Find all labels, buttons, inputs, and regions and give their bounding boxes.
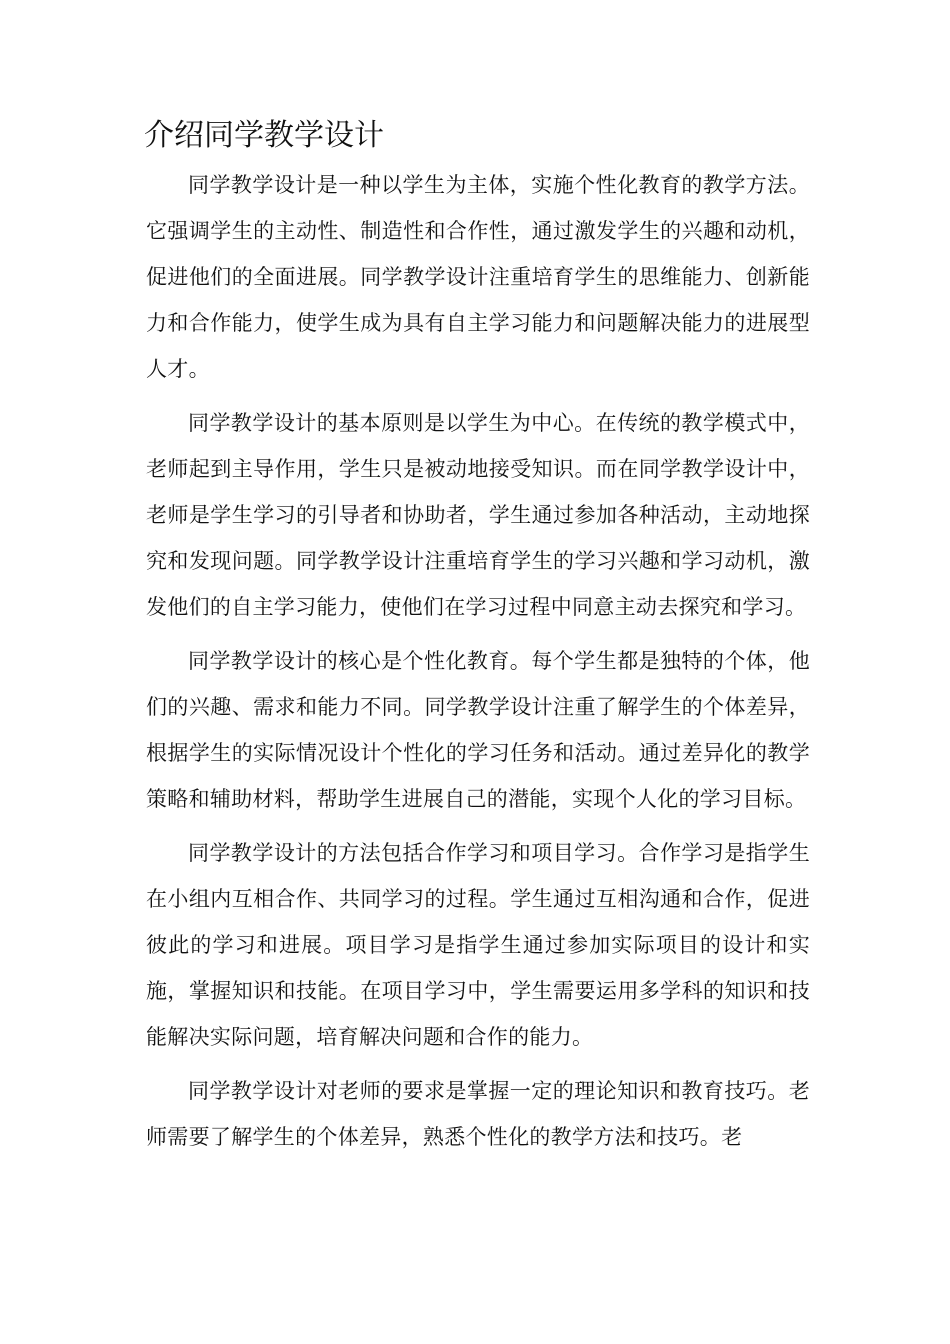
paragraph-2: 同学教学设计的基本原则是以学生为中心。在传统的教学模式中，老师起到主导作用，学生只是被动地接受知识。而在同学教学设计中，老师是学生学习的引导者和协助者，学生通过参加各种活动，主动地探究和发现问题。同学教学设计注重培育学生的学习兴趣和学习动机，激发他们的自主学习能力，使他们在学习过程中同意主动去探究和学习。	[146, 411, 810, 619]
paragraph-3: 同学教学设计的核心是个性化教育。每个学生都是独特的个体，他们的兴趣、需求和能力不同。同学教学设计注重了解学生的个体差异，根据学生的实际情况设计个性化的学习任务和活动。通过差异化的教学策略和辅助材料，帮助学生进展自己的潜能，实现个人化的学习目标。	[146, 649, 810, 811]
paragraph-1: 同学教学设计是一种以学生为主体，实施个性化教育的教学方法。它强调学生的主动性、制造性和合作性，通过激发学生的兴趣和动机，促进他们的全面进展。同学教学设计注重培育学生的思维能力、创新能力和合作能力，使学生成为具有自主学习能力和问题解决能力的进展型人才。	[146, 173, 810, 381]
document-title: 介绍同学教学设计	[144, 118, 384, 153]
paragraph-4: 同学教学设计的方法包括合作学习和项目学习。合作学习是指学生在小组内互相合作、共同学习的过程。学生通过互相沟通和合作，促进彼此的学习和进展。项目学习是指学生通过参加实际项目的设计和实施，掌握知识和技能。在项目学习中，学生需要运用多学科的知识和技能解决实际问题，培育解决问题和合作的能力。	[146, 841, 810, 1049]
paragraph-5: 同学教学设计对老师的要求是掌握一定的理论知识和教育技巧。老师需要了解学生的个体差异，熟悉个性化的教学方法和技巧。老	[146, 1079, 810, 1149]
